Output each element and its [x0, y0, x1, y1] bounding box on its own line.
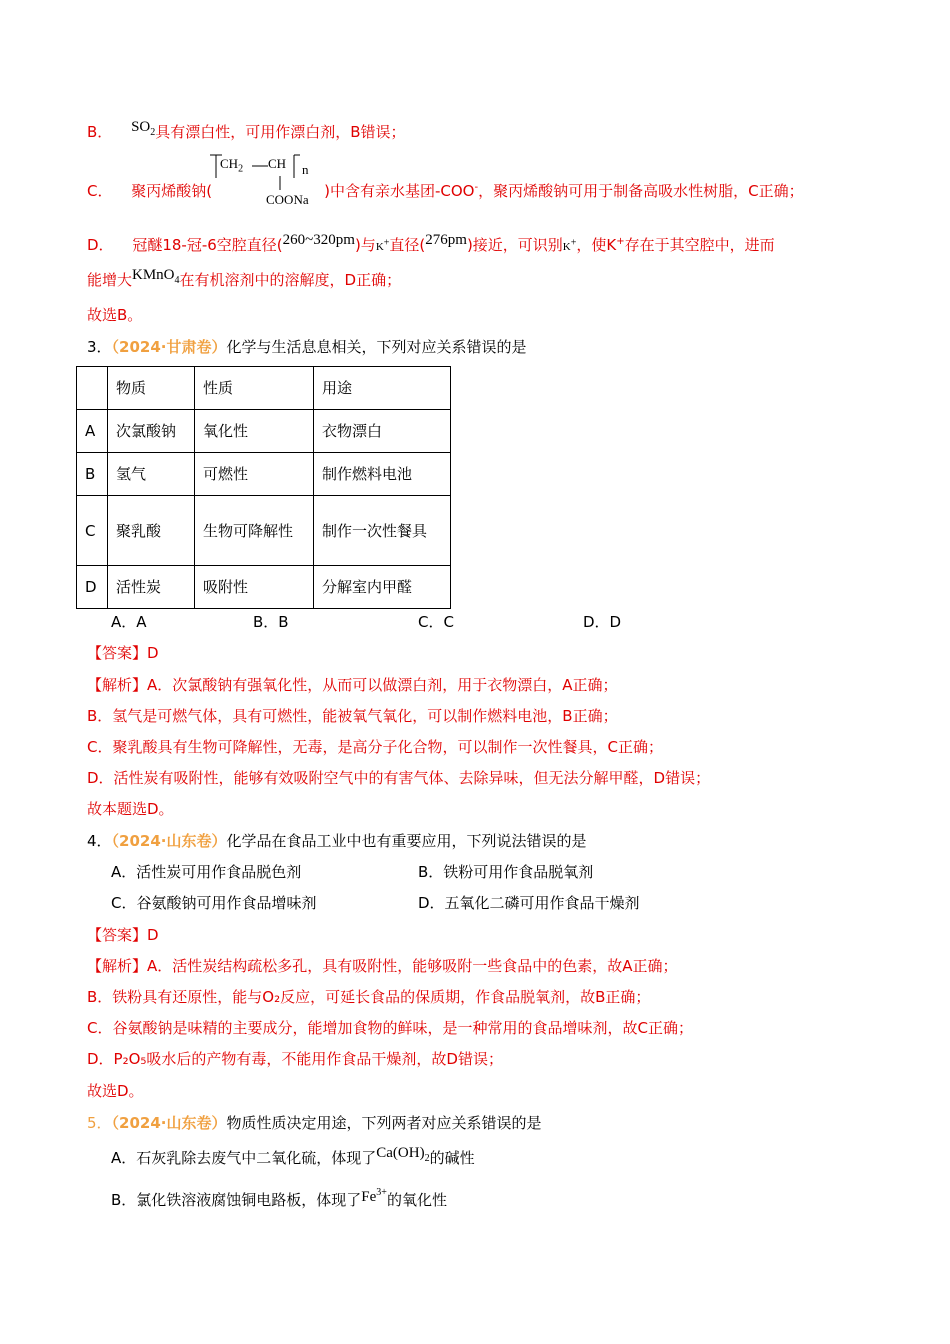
q3-option-c[interactable]: C．C: [418, 613, 454, 631]
prev-line-d: D． 冠醚18-冠-6空腔直径(260~320pm)与K+直径(276pm)接近，可识别K+，使K+存在于其空腔中，进而: [87, 232, 775, 254]
prev-line-d2: 能增大KMnO$_4$在有机溶剂中的溶解度，D正确；: [87, 267, 402, 289]
prev-conclusion: 故选B。: [87, 306, 143, 324]
q5-stem: 5．（2024·山东卷）物质性质决定用途，下列两者对应关系错误的是: [87, 1114, 542, 1132]
q3-analysis-line: D．活性炭有吸附性，能够有效吸附空气中的有害气体、去除异味，但无法分解甲醛，D错误；: [87, 769, 711, 787]
q4-analysis-line: D．P₂O₅吸水后的产物有毒，不能用作食品干燥剂，故D错误；: [87, 1050, 503, 1068]
q4-analysis-line: C．谷氨酸钠是味精的主要成分，能增加食物的鲜味，是一种常用的食品增味剂，故C正确；: [87, 1019, 693, 1037]
q4-stem: 4．（2024·山东卷）化学品在食品工业中也有重要应用，下列说法错误的是: [87, 832, 587, 850]
q4-option-d[interactable]: D．五氧化二磷可用作食品干燥剂: [418, 894, 640, 912]
q4-option-a[interactable]: A．活性炭可用作食品脱色剂: [111, 863, 302, 881]
table-row: D 活性炭 吸附性 分解室内甲醛: [77, 566, 451, 609]
q3-analysis-line: C．聚乳酸具有生物可降解性，无毒，是高分子化合物，可以制作一次性餐具，C正确；: [87, 738, 663, 756]
q4-analysis-line: B．铁粉具有还原性，能与O₂反应，可延长食品的保质期，作食品脱氧剂，故B正确；: [87, 988, 651, 1006]
q3-option-a[interactable]: A．A: [111, 613, 147, 631]
q5-option-b[interactable]: B．氯化铁溶液腐蚀铜电路板，体现了$Fe^{3+}$的氧化性: [111, 1187, 447, 1209]
prev-line-b: B． $SO_2$具有漂白性，可用作漂白剂，B错误；: [87, 119, 406, 141]
q3-analysis-line: 【解析】A．次氯酸钠有强氧化性，从而可以做漂白剂，用于衣物漂白，A正确；: [87, 676, 618, 694]
q3-stem: 3．（2024·甘肃卷）化学与生活息息相关，下列对应关系错误的是: [87, 338, 527, 356]
table-header-row: 物质 性质 用途: [77, 367, 451, 410]
q3-option-b[interactable]: B．B: [253, 613, 289, 631]
q4-option-c[interactable]: C．谷氨酸钠可用作食品增味剂: [111, 894, 317, 912]
table-row: C 聚乳酸 生物可降解性 制作一次性餐具: [77, 496, 451, 566]
so2-formula: $SO_2$: [131, 119, 156, 138]
q3-conclusion: 故本题选D。: [87, 800, 174, 818]
q4-conclusion: 故选D。: [87, 1082, 144, 1100]
prev-line-c: C． 聚丙烯酸钠( )中含有亲水基团-COO-，聚丙烯酸钠可用于制备高吸水性树脂，C正确；: [87, 182, 804, 200]
polyacrylate-structure: $CH_2$ CH n COONa: [220, 156, 309, 207]
q3-option-d[interactable]: D．D: [583, 613, 622, 631]
q3-table: [76, 366, 451, 609]
q4-option-b[interactable]: B．铁粉可用作食品脱氧剂: [418, 863, 594, 881]
table-row: A 次氯酸钠 氧化性 衣物漂白: [77, 410, 451, 453]
q3-answer: 【答案】D: [87, 644, 159, 662]
table-row: B 氢气 可燃性 制作燃料电池: [77, 453, 451, 496]
q3-analysis-line: B．氢气是可燃气体，具有可燃性，能被氧气氧化，可以制作燃料电池，B正确；: [87, 707, 618, 725]
q4-answer: 【答案】D: [87, 926, 159, 944]
q4-analysis-line: 【解析】A．活性炭结构疏松多孔，具有吸附性，能够吸附一些食品中的色素，故A正确；: [87, 957, 678, 975]
q5-option-a[interactable]: A．石灰乳除去废气中二氧化硫，体现了$Ca(OH)_2$的碱性: [111, 1145, 475, 1167]
